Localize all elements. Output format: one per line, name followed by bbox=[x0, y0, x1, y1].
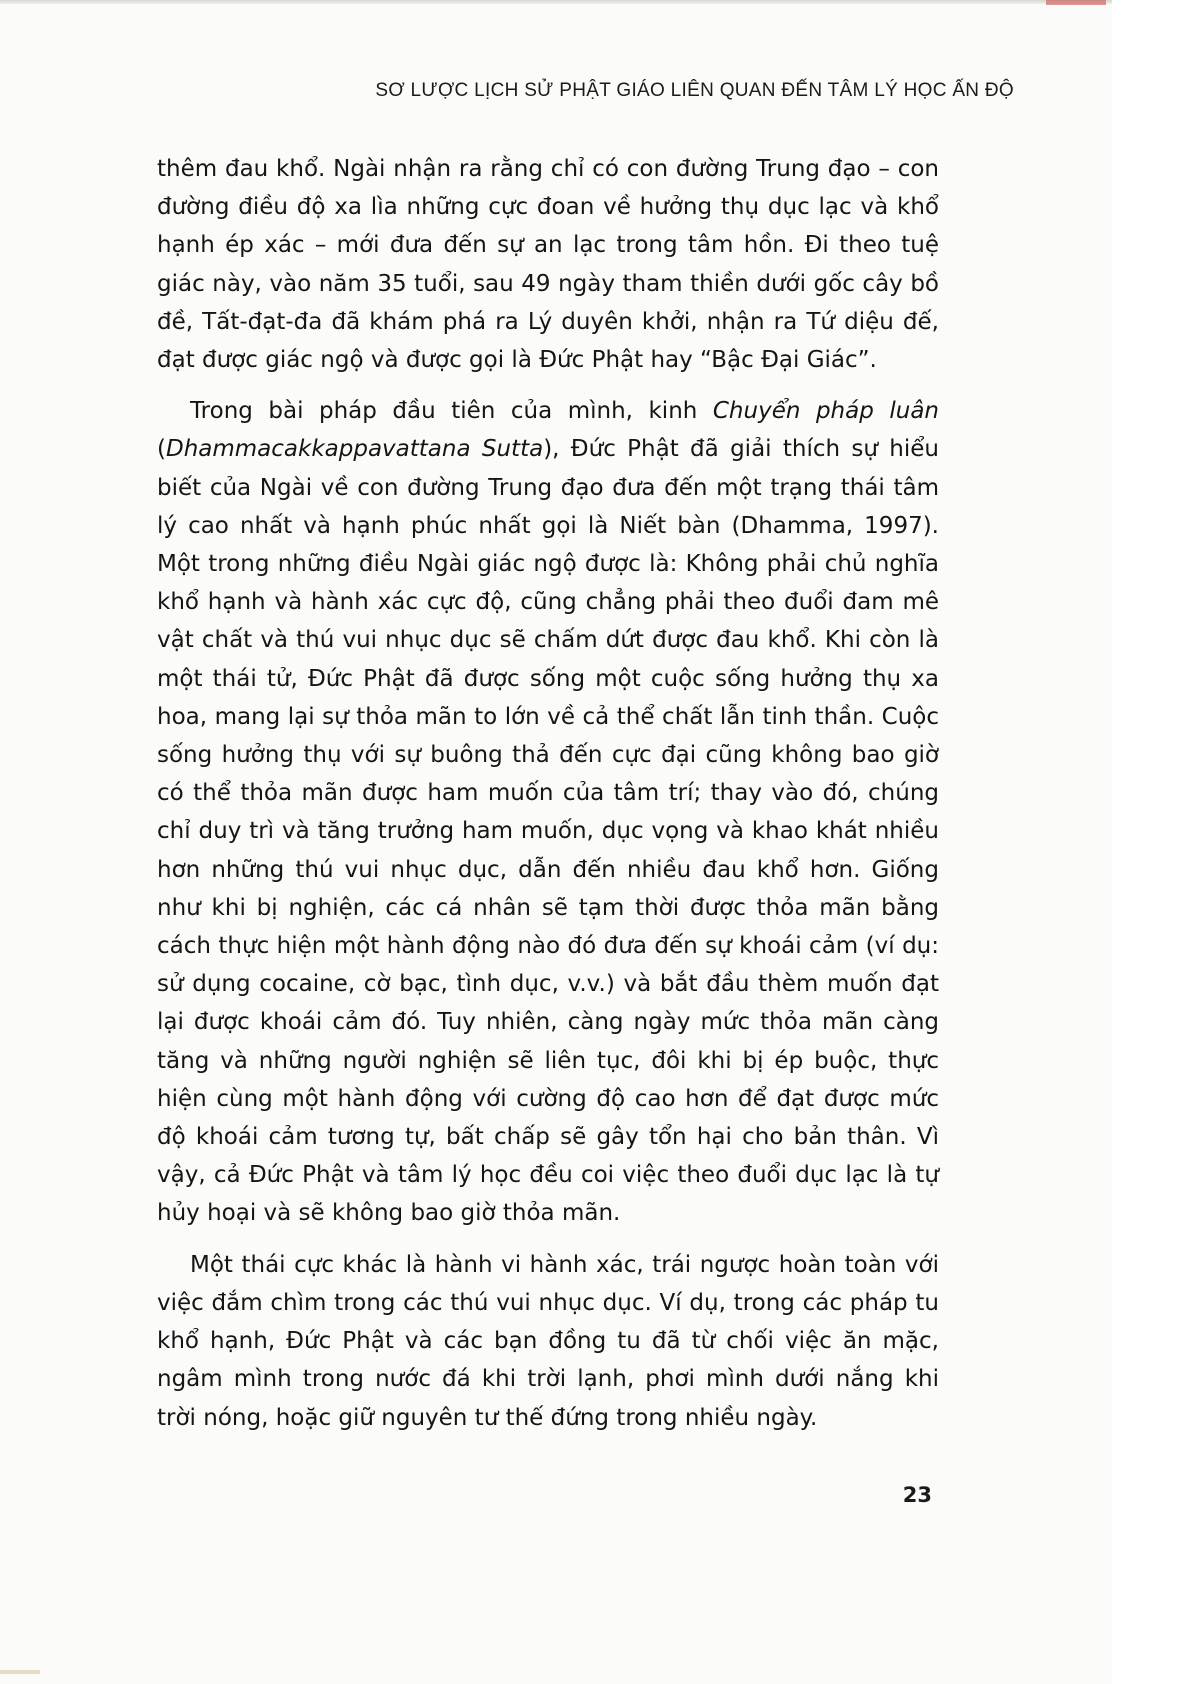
body-text bbox=[157, 150, 939, 1437]
running-head: SƠ LƯỢC LỊCH SỬ PHẬT GIÁO LIÊN QUAN ĐẾN TÂM LÝ HỌC ẤN ĐỘ bbox=[375, 80, 1014, 101]
paragraph-3: Một thái cực khác là hành vi hành xác, trái ngược hoàn toàn với việc đắm chìm trong các thú vui nhục dục. Ví dụ, trong các pháp tu khổ hạnh, Đức Phật và các bạn đồng tu đã từ chối việc ăn mặc, ngâm mình trong nước đá khi trời lạnh, phơi mình dưới nắng khi trời nóng, hoặc giữ nguyên tư thế đứng trong nhiều ngày. bbox=[157, 1251, 939, 1431]
paragraph-1: thêm đau khổ. Ngài nhận ra rằng chỉ có con đường Trung đạo – con đường điều độ xa lìa những cực đoan về hưởng thụ dục lạc và khổ hạnh ép xác – mới đưa đến sự an lạc trong tâm hồn. Đi theo tuệ giác này, vào năm 35 tuổi, sau 49 ngày tham thiền dưới gốc cây bồ đề, Tất-đạt-đa đã khám phá ra Lý duyên khởi, nhận ra Tứ diệu đế, đạt được giác ngộ và được gọi là Đức Phật hay “Bậc Đại Giác”. bbox=[157, 156, 939, 374]
sutta-title-pali: Dhammacakkappavattana Sutta bbox=[165, 436, 544, 463]
page-number: 23 bbox=[902, 1483, 932, 1507]
paragraph-2-text-c: ), Đức Phật đã giải thích sự hiểu biết của Ngài về con đường Trung đạo đưa đến một trạng thái tâm lý cao nhất và hạnh phúc nhất gọi là Niết bàn (Dhamma, 1997). Một trong những điều Ngài giác ngộ được là: Không phải chủ nghĩa khổ hạnh và hành xác cực độ, cũng chẳng phải theo đuổi đam mê vật chất và thú vui nhục dục sẽ chấm dứt được đau khổ. Khi còn là một thái tử, Đức Phật đã được sống một cuộc sống hưởng thụ xa hoa, mang lại sự thỏa mãn to lớn về cả thể chất lẫn tinh thần. Cuộc sống hưởng thụ với sự buông thả đến cực đại cũng không bao giờ có thể thỏa mãn được ham muốn của tâm trí; thay vào đó, chúng chỉ duy trì và tăng trưởng ham muốn, dục vọng và khao khát nhiều hơn những thú vui nhục dục, dẫn đến nhiều đau khổ hơn. Giống như khi bị nghiện, các cá nhân sẽ tạm thời được thỏa mãn bằng cách thực hiện một hành động nào đó đưa đến sự khoái cảm (ví dụ: sử dụng cocaine, cờ bạc, tình dục, v.v.) và bắt đầu thèm muốn đạt lại được khoái cảm đó. Tuy nhiên, càng ngày mức thỏa mãn càng tăng và những người nghiện sẽ liên tục, đôi khi bị ép buộc, thực hiện cùng một hành động với cường độ cao hơn để đạt được mức độ khoái cảm tương tự, bất chấp sẽ gây tổn hại cho bản thân. Vì vậy, cả Đức Phật và tâm lý học đều coi việc theo đuổi dục lạc là tự hủy hoại và sẽ không bao giờ thỏa mãn. bbox=[157, 436, 939, 1227]
scan-margin bbox=[1112, 0, 1190, 1684]
paragraph-2-text-b: ( bbox=[157, 436, 166, 463]
page-top-edge bbox=[0, 0, 1112, 4]
paragraph-2-text-a: Trong bài pháp đầu tiên của mình, kinh bbox=[190, 398, 713, 425]
sutta-title-vietnamese: Chuyển pháp luân bbox=[712, 398, 939, 425]
cover-edge-mark bbox=[1046, 0, 1106, 5]
paragraph-2 bbox=[157, 392, 939, 1232]
page-bottom-mark bbox=[0, 1670, 40, 1674]
